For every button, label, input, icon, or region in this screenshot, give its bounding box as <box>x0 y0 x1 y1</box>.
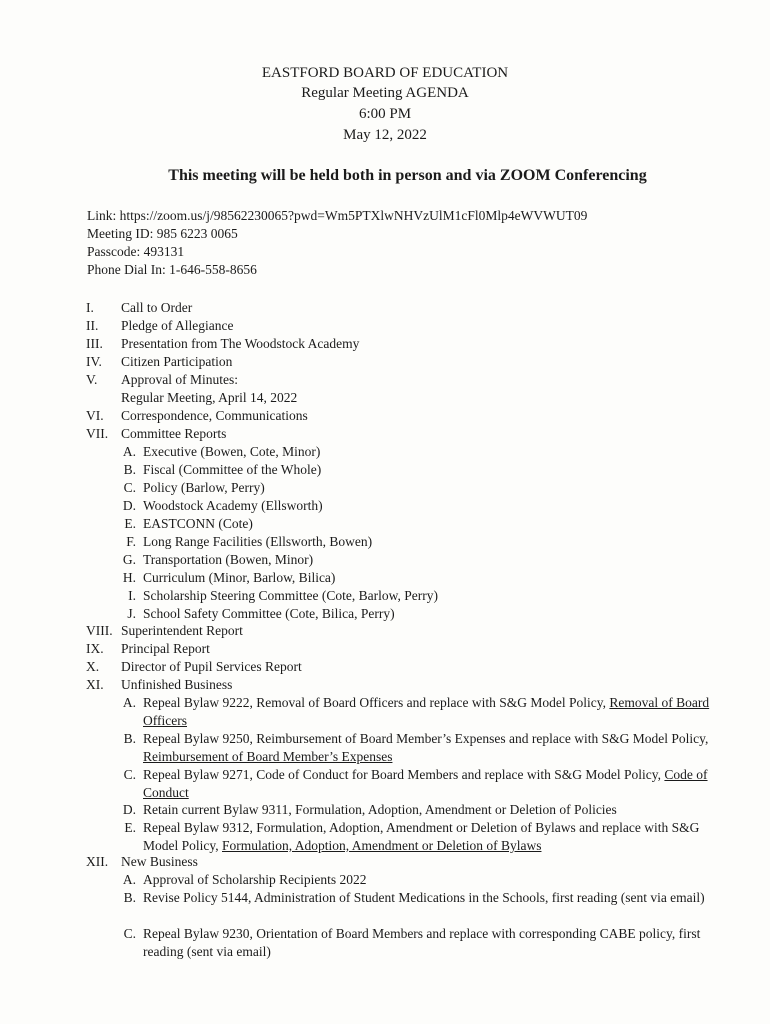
item-text: Curriculum (Minor, Barlow, Bilica) <box>143 570 336 585</box>
agenda-item-text: New Business <box>121 854 198 869</box>
item-text: Repeal Bylaw 9230, Orientation of Board Members and replace with corresponding CABE policy, first reading (sent via email) <box>143 926 701 959</box>
item-letter: C. <box>123 767 136 782</box>
item-text: Policy (Barlow, Perry) <box>143 480 265 495</box>
item-letter: B. <box>123 890 136 905</box>
policy-link[interactable]: Code of Conduct <box>143 767 708 800</box>
org-title: EASTFORD BOARD OF EDUCATION <box>261 65 509 81</box>
item-letter: C. <box>123 926 136 941</box>
meeting-format-banner: This meeting will be held both in person and via ZOOM Conferencing <box>168 167 647 184</box>
item-text: Scholarship Steering Committee (Cote, Barlow, Perry) <box>143 588 438 603</box>
item-body: Repeal Bylaw 9312, Formulation, Adoption, Amendment or Deletion of Bylaws and replace with S&G Model Policy, <box>143 820 700 853</box>
item-letter: D. <box>122 498 136 513</box>
agenda-item-text: Correspondence, Communications <box>121 408 308 423</box>
agenda-item-number: I. <box>86 300 94 315</box>
agenda-item-text: Committee Reports <box>121 426 227 441</box>
policy-link[interactable]: Reimbursement of Board Member’s Expenses <box>143 749 393 764</box>
agenda-item-number: III. <box>86 336 103 351</box>
item-body: Repeal Bylaw 9250, Reimbursement of Board Member’s Expenses and replace with S&G Model Policy, <box>143 731 709 746</box>
item-text <box>143 819 733 855</box>
zoom-link[interactable]: Link: https://zoom.us/j/98562230065?pwd=Wm5PTXlwNHVzUlM1cFl0Mlp4eWVWUT09 <box>87 208 588 223</box>
item-letter: B. <box>123 731 136 746</box>
item-letter: H. <box>122 570 136 585</box>
item-text: Executive (Bowen, Cote, Minor) <box>143 444 321 459</box>
agenda-item-text: Director of Pupil Services Report <box>121 659 302 674</box>
item-letter: A. <box>122 695 136 710</box>
item-letter: A. <box>122 444 136 459</box>
agenda-item-text: Approval of Minutes: <box>121 372 238 387</box>
item-text: Revise Policy 5144, Administration of Student Medications in the Schools, first reading (sent via email) <box>143 890 705 905</box>
item-letter: A. <box>122 872 136 887</box>
item-text: EASTCONN (Cote) <box>143 516 253 531</box>
agenda-item-number: XI. <box>86 677 104 692</box>
agenda-item-text: Unfinished Business <box>121 677 233 692</box>
item-body: Repeal Bylaw 9222, Removal of Board Officers and replace with S&G Model Policy, <box>143 695 610 710</box>
item-letter: G. <box>122 552 136 567</box>
item-text: School Safety Committee (Cote, Bilica, Perry) <box>143 606 395 621</box>
item-text: Long Range Facilities (Ellsworth, Bowen) <box>143 534 373 549</box>
agenda-item-text: Pledge of Allegiance <box>121 318 234 333</box>
item-letter: F. <box>126 534 136 549</box>
agenda-item-text: Presentation from The Woodstock Academy <box>121 336 360 351</box>
minutes-meeting: Regular Meeting, April 14, 2022 <box>121 390 298 405</box>
agenda-item-number: VI. <box>86 408 104 423</box>
agenda-item-text: Principal Report <box>121 641 210 656</box>
agenda-item-text: Citizen Participation <box>121 354 233 369</box>
agenda-item-number: VII. <box>86 426 109 441</box>
meeting-date: May 12, 2022 <box>343 127 427 143</box>
agenda-item-number: IV. <box>86 354 102 369</box>
meeting-id: Meeting ID: 985 6223 0065 <box>87 226 238 241</box>
item-letter: E. <box>124 820 136 835</box>
item-letter: J. <box>127 606 136 621</box>
item-text: Woodstock Academy (Ellsworth) <box>143 498 323 513</box>
item-body: Repeal Bylaw 9271, Code of Conduct for Board Members and replace with S&G Model Policy, <box>143 767 665 782</box>
item-letter: D. <box>122 802 136 817</box>
phone-dial-in: Phone Dial In: 1-646-558-8656 <box>87 262 257 277</box>
item-letter: C. <box>123 480 136 495</box>
item-text: Approval of Scholarship Recipients 2022 <box>143 872 367 887</box>
item-text: Fiscal (Committee of the Whole) <box>143 462 322 477</box>
item-text: Transportation (Bowen, Minor) <box>143 552 314 567</box>
item-text <box>143 730 733 766</box>
item-text <box>143 694 733 730</box>
agenda-item-number: V. <box>86 372 98 387</box>
policy-link[interactable]: Formulation, Adoption, Amendment or Deletion of Bylaws <box>222 838 542 853</box>
agenda-item-number: II. <box>86 318 99 333</box>
policy-link[interactable]: Removal of Board Officers <box>143 695 710 728</box>
item-letter: E. <box>124 516 136 531</box>
agenda-item-text: Superintendent Report <box>121 623 243 638</box>
item-letter: B. <box>123 462 136 477</box>
agenda-item-number: X. <box>86 659 100 674</box>
meeting-title: Regular Meeting AGENDA <box>301 85 469 101</box>
item-letter: I. <box>128 588 136 603</box>
passcode: Passcode: 493131 <box>87 244 185 259</box>
meeting-time: 6:00 PM <box>358 106 412 122</box>
agenda-item-text: Call to Order <box>121 300 193 315</box>
agenda-item-number: XII. <box>86 854 109 869</box>
item-text: Retain current Bylaw 9311, Formulation, Adoption, Amendment or Deletion of Policies <box>143 802 617 817</box>
agenda-item-number: VIII. <box>86 623 113 638</box>
agenda-item-number: IX. <box>86 641 104 656</box>
item-text <box>143 766 733 802</box>
